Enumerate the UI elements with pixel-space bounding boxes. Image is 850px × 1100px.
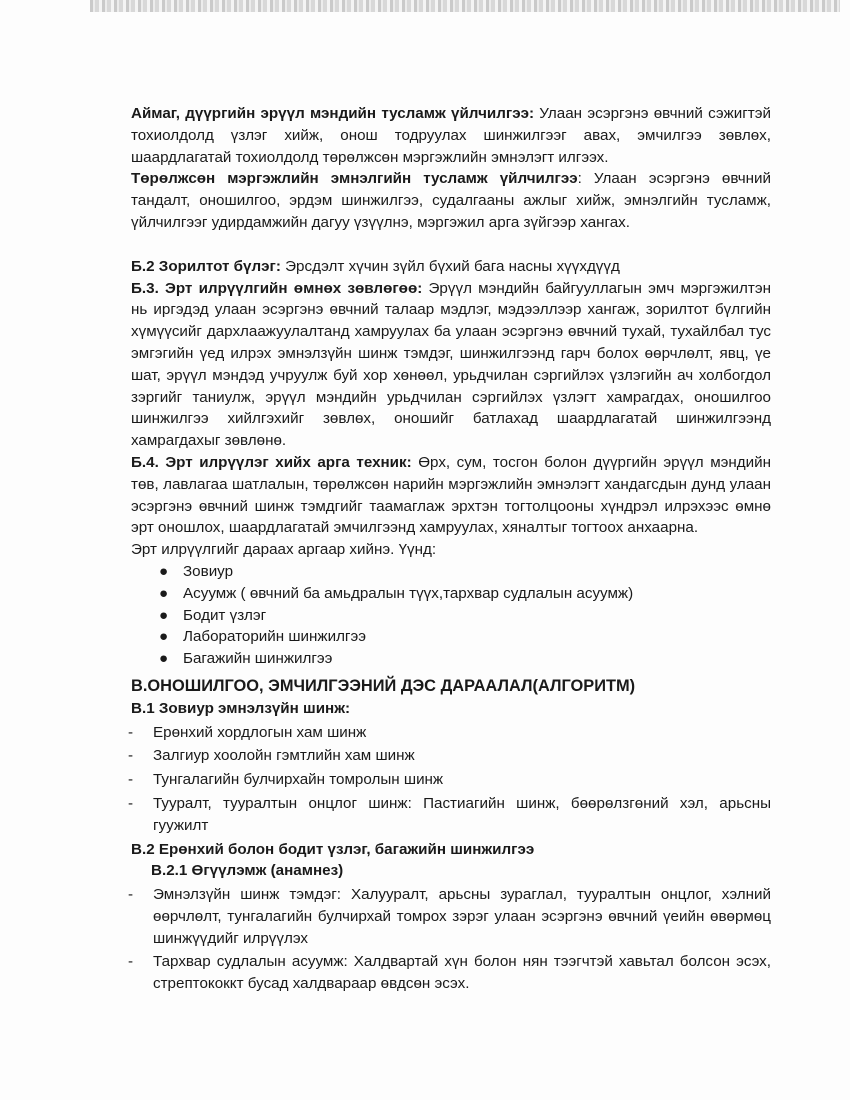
paragraph-lead: Төрөлжсөн мэргэжлийн эмнэлгийн тусламж үйлчилгээ	[131, 170, 578, 188]
paragraph-body: Эрүүл мэндийн байгууллагын эмч мэргэжилтэн нь иргэдэд улаан эсэргэнэ өвчний талаар мэдлэг, мэдээллээр хангаж, зорилтот бүлгийн хүмүүсийг дархлаажуулалтанд хамруулах ба улаан эсэргэнэ өвчний тухай, тухайлбал тус эмгэгийн үед илрэх эмнэлзүйн шинж тэмдэг, шинжилгээнд гарч болох өөрчлөлт, явц, үе шат, эрүүл мэндэд учруулж буй хор хөнөөл, урьдчилан сэргийлэх үзлэгийн ач холбогдол зэргийг таниулж, эрүүл мэндийн урьдчилан сэргийлэх үзлэгт хамрагдах, оношилгоо шинжилгээ хийлгэхийг зөвлөх, оношийг батлахад шаардлагатай шинжилгээнд хамрагдахыг зөвлөнө.	[131, 279, 771, 450]
list-item-text: Багажийн шинжилгээ	[183, 650, 333, 668]
dash-icon: -	[128, 747, 134, 765]
list-item	[128, 793, 771, 837]
list-item-text: Бодит үзлэг	[183, 606, 267, 624]
dash-icon: -	[128, 723, 134, 741]
paragraph-aimag-services	[131, 103, 771, 168]
dash-icon: -	[128, 953, 134, 971]
list-item	[128, 769, 771, 791]
list-item	[159, 605, 771, 627]
list-item-text: Тууралт, тууралтын онцлог шинж: Пастиагийн шинж, бөөрөлзгөний хэл, арьсны гуужилт	[153, 794, 771, 834]
list-item-text: Лабораторийн шинжилгээ	[183, 628, 366, 646]
paragraph-body: : Улаан эсэргэнэ өвчний тандалт, оношилгоо, эрдэм шинжилгээ, судалгааны ажлыг хийж, эмнэлгийн тусламж, үйлчилгээг удирдамжийн дагуу үзүүлнэ, мэргэжил арга зүйгээр хангах.	[131, 170, 771, 231]
list-item-text: Ерөнхий хордлогын хам шинж	[153, 723, 367, 741]
bullet-icon: ●	[159, 562, 169, 580]
bullet-icon: ●	[159, 650, 169, 668]
list-item	[159, 561, 771, 583]
document-page	[128, 103, 771, 997]
list-item	[159, 583, 771, 605]
bullet-icon: ●	[159, 628, 169, 646]
bullet-icon: ●	[159, 606, 169, 624]
paragraph-target-group	[131, 256, 771, 278]
dash-icon: -	[128, 794, 134, 812]
list-item-text: Залгиур хоолойн гэмтлийн хам шинж	[153, 747, 415, 765]
paragraph-body: Эрсдэлт хүчин зүйл бүхий бага насны хүүхдүүд	[280, 257, 620, 275]
dash-icon: -	[128, 886, 134, 904]
list-item-text: Зовиур	[183, 562, 234, 580]
paragraph-body: Улаан эсэргэнэ өвчний сэжигтэй тохиолдолд үзлэг хийж, онош тодруулах шинжилгээг авах, эмчилгээ зөвлөх, шаардлагатай тохиолдолд төрөлжсөн мэргэжлийн эмнэлэгт илгээх.	[131, 105, 771, 166]
list-item	[128, 722, 771, 744]
list-item	[128, 884, 771, 949]
paragraph-screening-technique	[131, 452, 771, 539]
list-item-text: Тунгалагийн булчирхайн томролын шинж	[153, 771, 444, 789]
symptoms-list	[128, 722, 771, 837]
scan-artifact-strip	[90, 0, 840, 12]
list-item	[159, 648, 771, 670]
list-item-text: Асуумж ( өвчний ба амьдралын түүх,тархвар судлалын асуумж)	[183, 584, 634, 602]
paragraph-body: Өрх, сум, тосгон болон дүүргийн эрүүл мэндийн төв, лавлагаа шатлалын, төрөлжсөн нарийн мэргэжлийн эмнэлэгт хандагсдын дунд улаан эсэргэнэ өвчний шинж тэмдгийг таамаглаж эрхтэн тогтолцооны хүндрэл илрэхээс өмнө эрт оношлох, шаардлагатай эмчилгээнд хамруулах, хяналтыг тогтоох анхаарна.	[131, 453, 771, 537]
anamnesis-list	[128, 884, 771, 995]
spacer	[131, 234, 771, 256]
list-item-text: Тархвар судлалын асуумж: Халдвартай хүн болон нян тээгчтэй хавьтал болсон эсэх, стрептококкт бусад халдвараар өвдсөн эсэх.	[153, 953, 771, 993]
list-item-text: Эмнэлзүйн шинж тэмдэг: Халууралт, арьсны зураглал, тууралтын онцлог, хэлний өөрчлөлт, тунгалагийн булчирхай томрох зэрэг улаан эсэргэнэ өвчний үеийн өвөрмөц шинжүүдийг илрүүлэх	[153, 886, 771, 947]
bullet-icon: ●	[159, 584, 169, 602]
section-heading-v: В.ОНОШИЛГОО, ЭМЧИЛГЭЭНИЙ ДЭС ДАРААЛАЛ(АЛГОРИТМ)	[131, 676, 636, 695]
paragraph-lead: Б.2 Зорилтот бүлэг:	[131, 257, 281, 275]
list-item	[128, 745, 771, 767]
paragraph-lead: Б.3. Эрт илрүүлгийн өмнөх зөвлөгөө:	[131, 279, 423, 297]
dash-icon: -	[128, 771, 134, 789]
paragraph-lead: Б.4. Эрт илрүүлэг хийх арга техник:	[131, 453, 412, 471]
list-item	[159, 626, 771, 648]
section-heading-v2: В.2 Ерөнхий болон бодит үзлэг, багажийн шинжилгээ	[131, 840, 535, 858]
methods-list	[131, 561, 771, 670]
section-heading-v1: В.1 Зовиур эмнэлзүйн шинж:	[131, 699, 351, 717]
paragraph-specialized-services	[131, 168, 771, 233]
paragraph-lead: Аймаг, дүүргийн эрүүл мэндийн тусламж үйлчилгээ:	[131, 105, 535, 122]
paragraph-methods-intro: Эрт илрүүлгийг дараах аргаар хийнэ. Үүнд:	[131, 541, 437, 559]
list-item	[128, 951, 771, 995]
paragraph-pre-screening-advice	[131, 278, 771, 452]
section-heading-v21: В.2.1 Өгүүлэмж (анамнез)	[151, 862, 344, 880]
